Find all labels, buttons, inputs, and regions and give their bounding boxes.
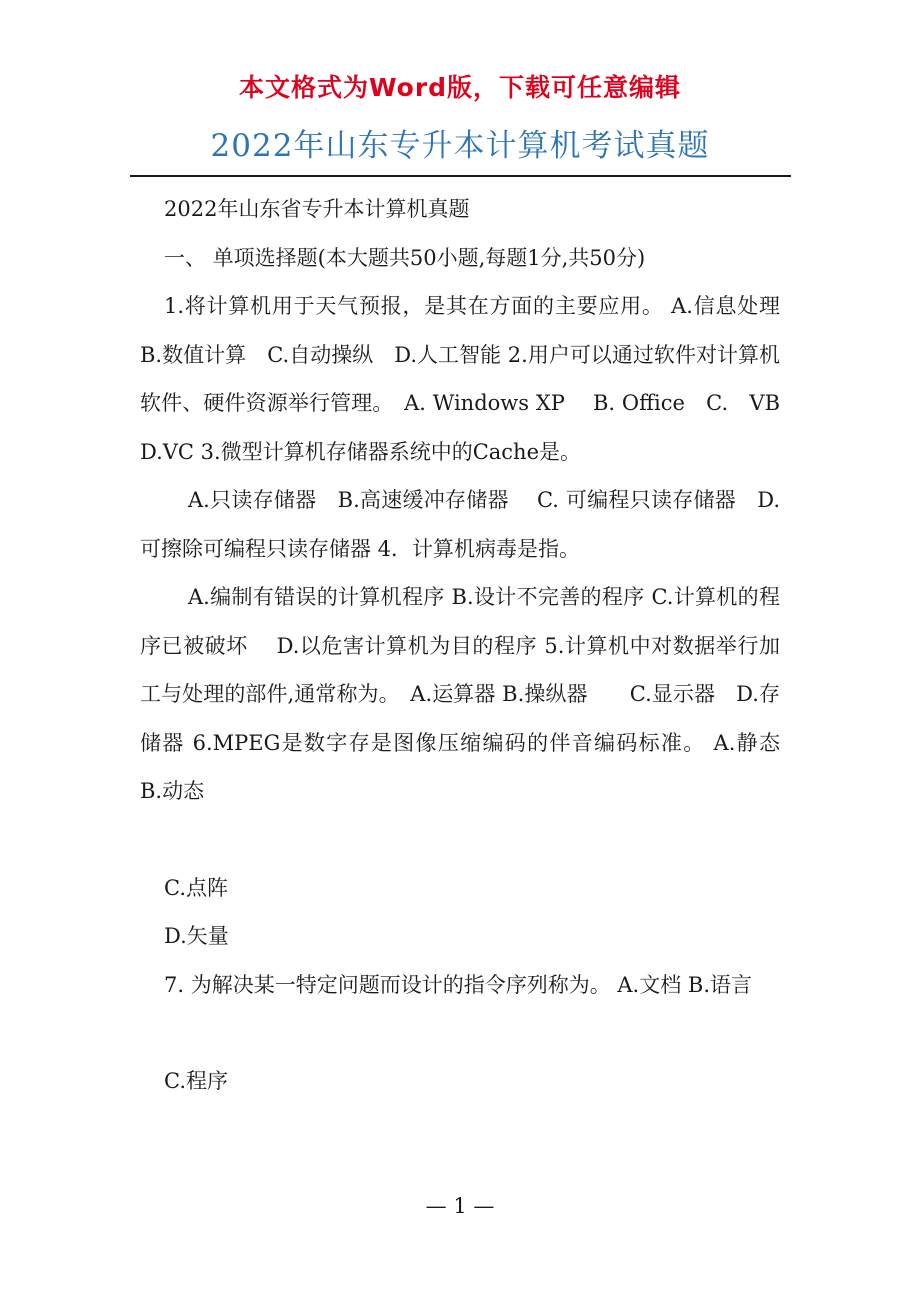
spacer xyxy=(140,816,780,864)
page-number: — 1 — xyxy=(425,1194,495,1218)
option-d-vector: D.矢量 xyxy=(164,924,229,948)
format-banner: 本文格式为Word版，下载可任意编辑 xyxy=(238,73,682,102)
question-7-option-c: C.程序 xyxy=(164,1069,228,1093)
question-block-3: A.编制有错误的计算机程序 B.设计不完善的程序 C.计算机的程序已被破坏 D.以危害计算机为目的程序 5.计算机中对数据举行加工与处理的部件,通常称为。 A.运算器 B.操纵器 C.显示器 D.存储器 6.MPEG是数字存是图像压缩编码的伴音编码标准。 A.静态 B.动态 xyxy=(140,585,829,803)
question-block-2: A.只读存储器 B.高速缓冲存储器 C. 可编程只读存储器 D.可擦除可编程只读存储器 4．计算机病毒是指。 xyxy=(140,488,780,561)
option-c-dot-matrix: C.点阵 xyxy=(164,875,228,900)
exam-subtitle: 2022年山东省专升本计算机真题 xyxy=(164,197,470,221)
section-heading: 一、 单项选择题(本大题共50小题,每题1分,共50分) xyxy=(164,245,646,270)
title-divider xyxy=(130,175,791,177)
document-body xyxy=(140,185,829,1106)
spacer xyxy=(140,1009,780,1057)
question-block-1: 1.将计算机用于天气预报，是其在方面的主要应用。 A.信息处理 B.数值计算 C.自动操纵 D.人工智能 2.用户可以通过软件对计算机软件、硬件资源举行管理。 A. Windows XP B. Office C. VB D.VC 3.微型计算机存储器系统中的Cache是。 xyxy=(140,294,808,464)
page-title: 2022年山东专升本计算机考试真题 xyxy=(210,128,710,164)
question-7: 7. 为解决某一特定问题而设计的指令序列称为。 A.文档 B.语言 xyxy=(164,972,753,997)
